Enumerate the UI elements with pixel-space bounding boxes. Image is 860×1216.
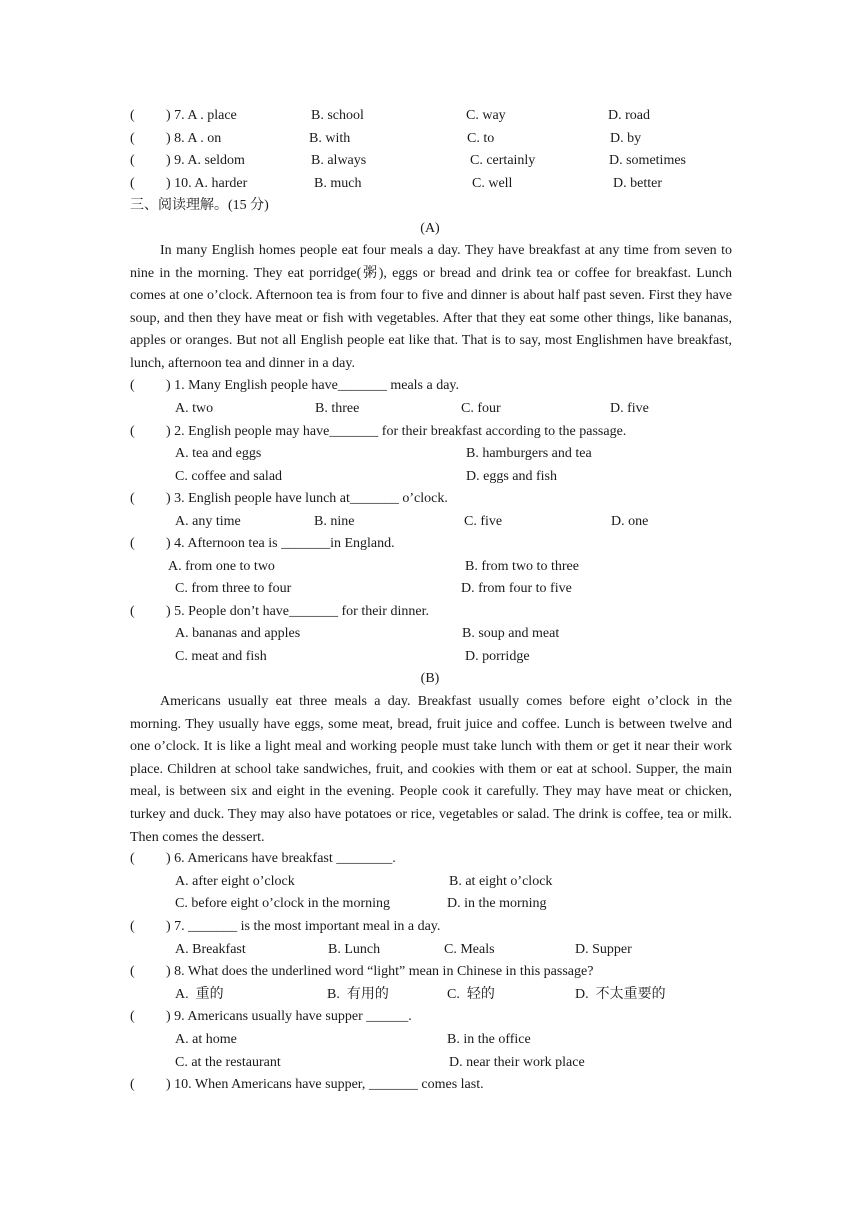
question-3: ( ) 3. English people have lunch at_______ o’clock. bbox=[130, 491, 448, 506]
question-9: ( ) 9. Americans usually have supper ______. bbox=[130, 1009, 412, 1024]
option-b: B. 有用的 bbox=[327, 987, 389, 1002]
option-d: D. eggs and fish bbox=[466, 469, 557, 484]
option-b: B. hamburgers and tea bbox=[466, 446, 592, 461]
option-a: A. 重的 bbox=[175, 987, 224, 1002]
option-c: C. well bbox=[472, 176, 513, 191]
cloze-question-9: ( ) 9. A. seldom bbox=[130, 153, 245, 168]
option-a: A. at home bbox=[175, 1032, 237, 1047]
question-4: ( ) 4. Afternoon tea is _______in England. bbox=[130, 536, 395, 551]
option-b: B. school bbox=[311, 108, 364, 123]
option-c: C. meat and fish bbox=[175, 649, 267, 664]
option-c: C. way bbox=[466, 108, 506, 123]
option-a: A. after eight o’clock bbox=[175, 874, 295, 889]
cloze-question-10: ( ) 10. A. harder bbox=[130, 176, 248, 191]
option-b: B. much bbox=[314, 176, 362, 191]
option-a: A. Breakfast bbox=[175, 942, 246, 957]
option-c: C. before eight o’clock in the morning bbox=[175, 896, 390, 911]
question-10: ( ) 10. When Americans have supper, _______ comes last. bbox=[130, 1077, 484, 1092]
option-c: C. four bbox=[461, 401, 501, 416]
cloze-question-7: ( ) 7. A . place bbox=[130, 108, 237, 123]
option-b: B. nine bbox=[314, 514, 355, 529]
option-c: C. Meals bbox=[444, 942, 495, 957]
question-5: ( ) 5. People don’t have_______ for their dinner. bbox=[130, 604, 429, 619]
option-a: A. tea and eggs bbox=[175, 446, 262, 461]
option-b: B. from two to three bbox=[465, 559, 579, 574]
option-c: C. coffee and salad bbox=[175, 469, 283, 484]
cloze-question-8: ( ) 8. A . on bbox=[130, 131, 222, 146]
option-a: A. from one to two bbox=[168, 559, 275, 574]
option-b: B. soup and meat bbox=[462, 626, 560, 641]
option-d: D. from four to five bbox=[461, 581, 572, 596]
option-d: D. better bbox=[613, 176, 662, 191]
question-2: ( ) 2. English people may have_______ for their breakfast according to the passage. bbox=[130, 424, 627, 439]
section-heading: 三、阅读理解。(15 分) bbox=[130, 198, 269, 213]
option-b: B. always bbox=[311, 153, 367, 168]
option-b: B. with bbox=[309, 131, 351, 146]
option-d: D. one bbox=[611, 514, 649, 529]
option-d: D. in the morning bbox=[447, 896, 547, 911]
question-1: ( ) 1. Many English people have_______ meals a day. bbox=[130, 378, 460, 393]
option-d: D. 不太重要的 bbox=[575, 987, 666, 1002]
question-8: ( ) 8. What does the underlined word “light” mean in Chinese in this passage? bbox=[130, 964, 594, 979]
option-d: D. road bbox=[608, 108, 650, 123]
option-a: A. bananas and apples bbox=[175, 626, 301, 641]
passage-a-text: In many English homes people eat four meals a day. They have breakfast at any time from seven to nine in the morning. They eat porridge(粥), eggs or bread and drink tea or coffee for breakfast. Lunch comes at one o’clock. Afternoon tea is from four to five and dinner is about half past seven. First they have soup, and then they have meat or fish with vegetables. After that they eat some other things, like bananas, apples or oranges. But not all English people eat like that. That is to say, most Englishmen have breakfast, lunch, afternoon tea and dinner in a day. bbox=[130, 243, 732, 371]
option-b: B. Lunch bbox=[328, 942, 381, 957]
option-d: D. five bbox=[610, 401, 649, 416]
passage-b-label: (B) bbox=[420, 671, 440, 686]
question-6: ( ) 6. Americans have breakfast ________. bbox=[130, 851, 396, 866]
option-b: B. in the office bbox=[447, 1032, 531, 1047]
option-d: D. by bbox=[610, 131, 642, 146]
passage-b-text: Americans usually eat three meals a day. Breakfast usually comes before eight o’clock in the morning. They usually have eggs, some meat, bread, fruit juice and coffee. Lunch is between twelve and one o’clock. It is like a light meal and working people must take lunch with them or get it near their work place. Children at school take sandwiches, fruit, and cookies with them or eat at school. Supper, the main meal, is between six and eight in the evening. People cook it carefully. They may have meat or chicken, turkey and duck. They may also have potatoes or rice, vegetables or salad. The drink is coffee, tea or milk. Then comes the dessert. bbox=[130, 694, 732, 845]
option-a: A. any time bbox=[175, 514, 241, 529]
option-c: C. from three to four bbox=[175, 581, 292, 596]
option-c: C. five bbox=[464, 514, 503, 529]
option-d: D. porridge bbox=[465, 649, 530, 664]
option-c: C. certainly bbox=[470, 153, 536, 168]
option-b: B. three bbox=[315, 401, 360, 416]
option-b: B. at eight o’clock bbox=[449, 874, 553, 889]
option-d: D. sometimes bbox=[609, 153, 686, 168]
option-c: C. at the restaurant bbox=[175, 1055, 281, 1070]
option-d: D. Supper bbox=[575, 942, 632, 957]
option-c: C. to bbox=[467, 131, 495, 146]
option-a: A. two bbox=[175, 401, 214, 416]
passage-a-label: (A) bbox=[420, 221, 440, 236]
option-d: D. near their work place bbox=[449, 1055, 585, 1070]
option-c: C. 轻的 bbox=[447, 987, 495, 1002]
question-7: ( ) 7. _______ is the most important meal in a day. bbox=[130, 919, 441, 934]
